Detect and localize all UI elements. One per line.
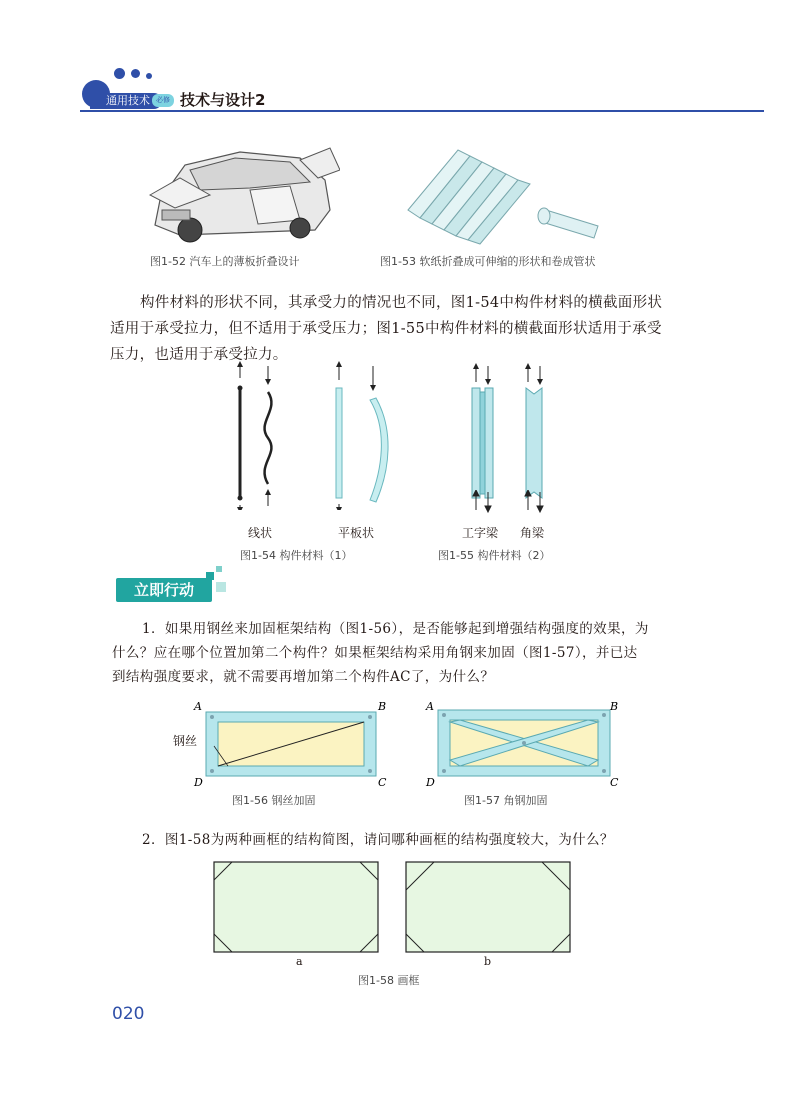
header-dot bbox=[114, 68, 125, 79]
question-line: 到结构强度要求，就不需要再增加第二个构件AC了，为什么？ bbox=[112, 669, 495, 685]
frame-label: b bbox=[484, 955, 492, 968]
svg-text:B: B bbox=[378, 700, 387, 713]
car-body-illustration bbox=[140, 140, 340, 252]
shape-label: 角梁 bbox=[520, 526, 545, 540]
svg-text:B: B bbox=[610, 700, 619, 713]
required-badge: 必修 bbox=[152, 94, 174, 107]
question-line: 什么？应在哪个位置加第二个构件？如果框架结构采用角钢来加固（图1-57），并已达 bbox=[112, 645, 638, 661]
figure-caption: 图1-55 构件材料（2） bbox=[438, 549, 551, 562]
paragraph-line: 构件材料的形状不同，其承受力的情况也不同，图1-54中构件材料的横截面形状 bbox=[140, 295, 663, 311]
picture-frames bbox=[212, 860, 582, 956]
paragraph-line: 压力，也适用于承受拉力。 bbox=[110, 347, 288, 363]
lower-arrows bbox=[460, 490, 550, 516]
body-paragraph bbox=[110, 290, 680, 368]
section-decoration bbox=[206, 572, 214, 580]
svg-text:D: D bbox=[426, 776, 435, 789]
header-rule bbox=[80, 110, 764, 112]
book-series: 通用技术 bbox=[90, 93, 162, 109]
shape-label: 线状 bbox=[248, 526, 273, 540]
header-dot bbox=[131, 69, 140, 78]
svg-text:D: D bbox=[194, 776, 203, 789]
section-decoration bbox=[216, 582, 226, 592]
question-2: 2．图1-58为两种画框的结构简图，请问哪种画框的结构强度较大，为什么？ bbox=[142, 832, 614, 848]
frame-label: a bbox=[296, 955, 303, 968]
figure-caption: 图1-52 汽车上的薄板折叠设计 bbox=[150, 255, 300, 268]
header-dot bbox=[146, 73, 152, 79]
figure-caption: 图1-53 软纸折叠成可伸缩的形状和卷成管状 bbox=[380, 255, 596, 268]
section-heading: 立即行动 bbox=[116, 578, 212, 602]
page-number: 020 bbox=[112, 1004, 145, 1024]
figure-caption: 图1-57 角钢加固 bbox=[464, 794, 548, 807]
svg-text:A: A bbox=[194, 700, 202, 713]
question-line: 1．如果用钢丝来加固框架结构（图1-56），是否能够起到增强结构强度的效果，为 bbox=[142, 621, 649, 637]
shape-label: 工字梁 bbox=[462, 526, 499, 540]
section-decoration bbox=[216, 566, 222, 572]
svg-text:C: C bbox=[378, 776, 387, 789]
component-materials-diagram bbox=[220, 360, 560, 510]
wire-reinforced-frame bbox=[190, 700, 390, 790]
folded-paper-illustration bbox=[398, 140, 628, 248]
paragraph-line: 适用于承受拉力，但不适用于承受压力；图1-55中构件材料的横截面形状适用于承受 bbox=[110, 321, 662, 337]
figure-caption: 图1-58 画框 bbox=[358, 974, 420, 987]
svg-text:A: A bbox=[426, 700, 434, 713]
shape-label: 平板状 bbox=[338, 526, 375, 540]
svg-text:C: C bbox=[610, 776, 619, 789]
figure-caption: 图1-56 钢丝加固 bbox=[232, 794, 316, 807]
question-1 bbox=[112, 617, 692, 689]
figure-caption: 图1-54 构件材料（1） bbox=[240, 549, 353, 562]
angle-steel-frame bbox=[424, 700, 624, 790]
wire-label: 钢丝 bbox=[173, 734, 198, 748]
book-title: 技术与设计2 bbox=[180, 91, 266, 109]
